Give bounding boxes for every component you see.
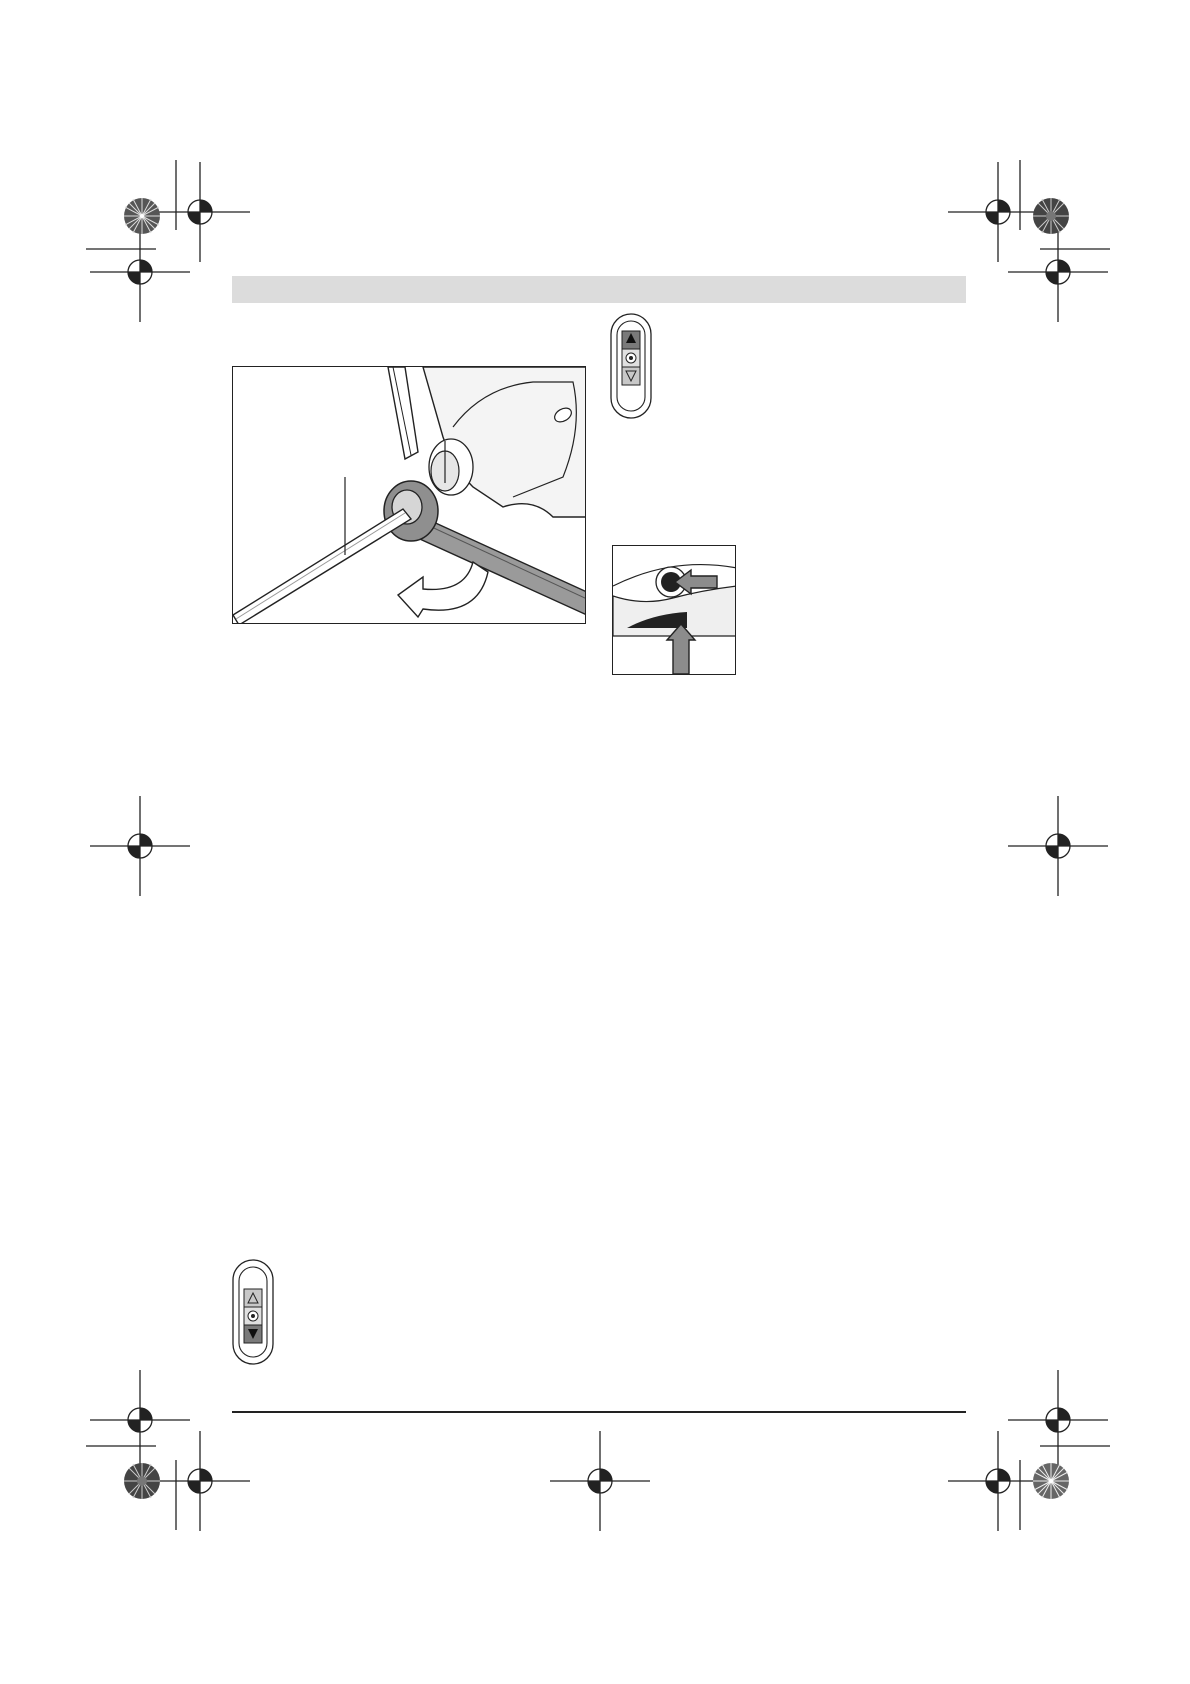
registration-mark-icon: [550, 1431, 650, 1531]
spindle-lock-illustration: [613, 546, 736, 675]
rotation-switch-left: [232, 1259, 274, 1365]
registration-mark-icon: [150, 1431, 250, 1531]
wrench-spindle-illustration: [233, 367, 586, 624]
registration-mark-icon: [90, 796, 190, 896]
rotation-switch-right: [610, 313, 652, 419]
wrench-spindle-figure: [232, 366, 586, 624]
registration-mark-icon: [1008, 222, 1108, 322]
spindle-lock-figure: [612, 545, 736, 675]
color-wheel-icon: [1031, 1461, 1071, 1501]
registration-mark-icon: [90, 222, 190, 322]
color-wheel-icon: [1031, 196, 1071, 236]
color-wheel-icon: [122, 1461, 162, 1501]
color-wheel-icon: [122, 196, 162, 236]
registration-mark-icon: [1008, 796, 1108, 896]
